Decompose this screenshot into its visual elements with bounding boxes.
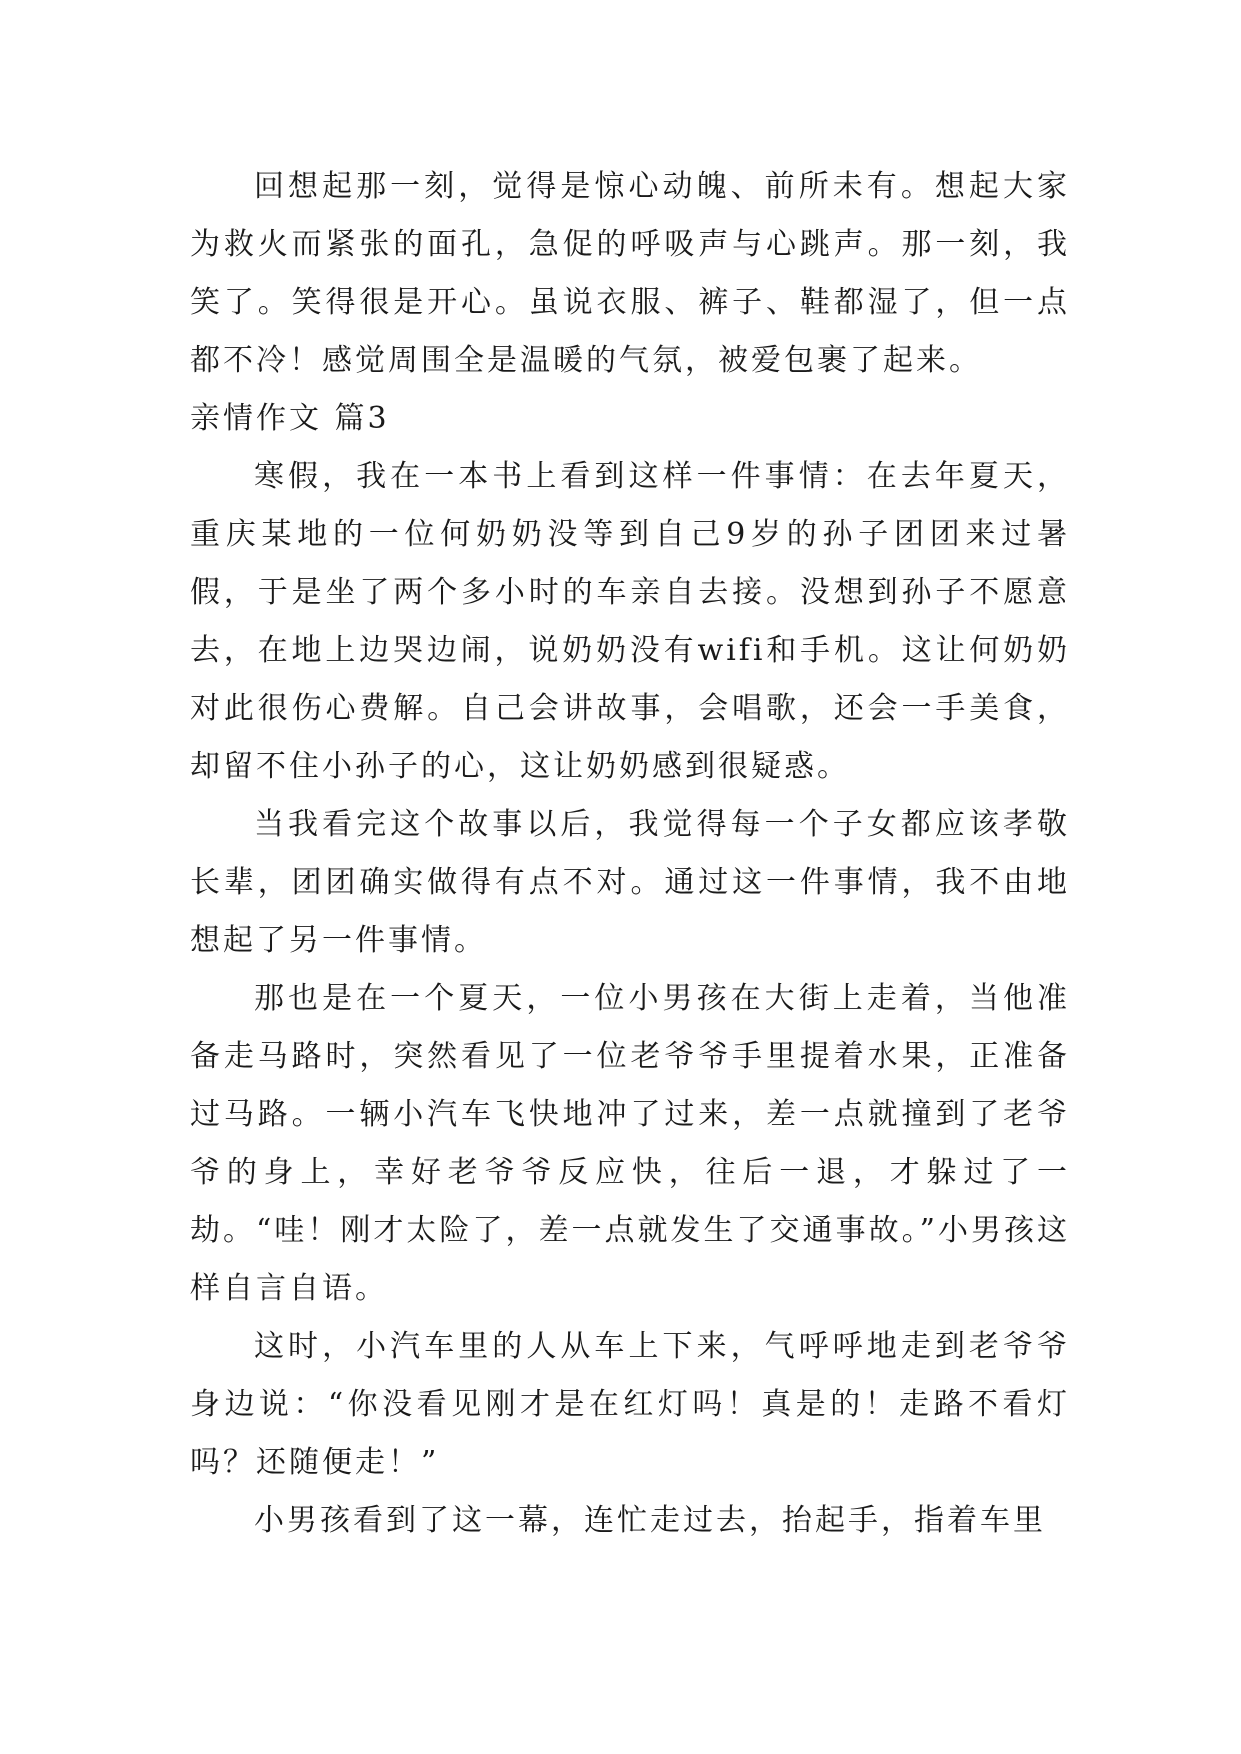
section-heading: 亲情作文 篇3 (190, 401, 390, 436)
document-page (190, 158, 1070, 1550)
paragraph-winter-story: 寒假，我在一本书上看到这样一件事情：在去年夏天，重庆某地的一位何奶奶没等到自己9岁的孙子团团来过暑假，于是坐了两个多小时的车亲自去接。没想到孙子不愿意去，在地上边哭边闹，说奶奶没有wifi和手机。这让何奶奶对此很伤心费解。自己会讲故事，会唱歌，还会一手美食，却留不住小孙子的心，这让奶奶感到很疑惑。 (190, 459, 1070, 784)
paragraph-fire-memory: 回想起那一刻，觉得是惊心动魄、前所未有。想起大家为救火而紧张的面孔，急促的呼吸声与心跳声。那一刻，我笑了。笑得很是开心。虽说衣服、裤子、鞋都湿了，但一点都不冷！感觉周围全是温暖的气氛，被爱包裹了起来。 (190, 169, 1070, 378)
paragraph-driver: 这时，小汽车里的人从车上下来，气呼呼地走到老爷爷身边说：“你没看见刚才是在红灯吗！真是的！走路不看灯吗？还随便走！” (190, 1329, 1070, 1480)
paragraph-summer-story: 那也是在一个夏天，一位小男孩在大街上走着，当他准备走马路时，突然看见了一位老爷爷手里提着水果，正准备过马路。一辆小汽车飞快地冲了过来，差一点就撞到了老爷爷的身上，幸好老爷爷反应快，往后一退，才躲过了一劫。“哇！刚才太险了，差一点就发生了交通事故。”小男孩这样自言自语。 (190, 981, 1070, 1306)
paragraph-reflection: 当我看完这个故事以后，我觉得每一个子女都应该孝敬长辈，团团确实做得有点不对。通过这一件事情，我不由地想起了另一件事情。 (190, 807, 1070, 958)
paragraph-boy: 小男孩看到了这一幕，连忙走过去，抬起手，指着车里 (254, 1503, 1046, 1538)
